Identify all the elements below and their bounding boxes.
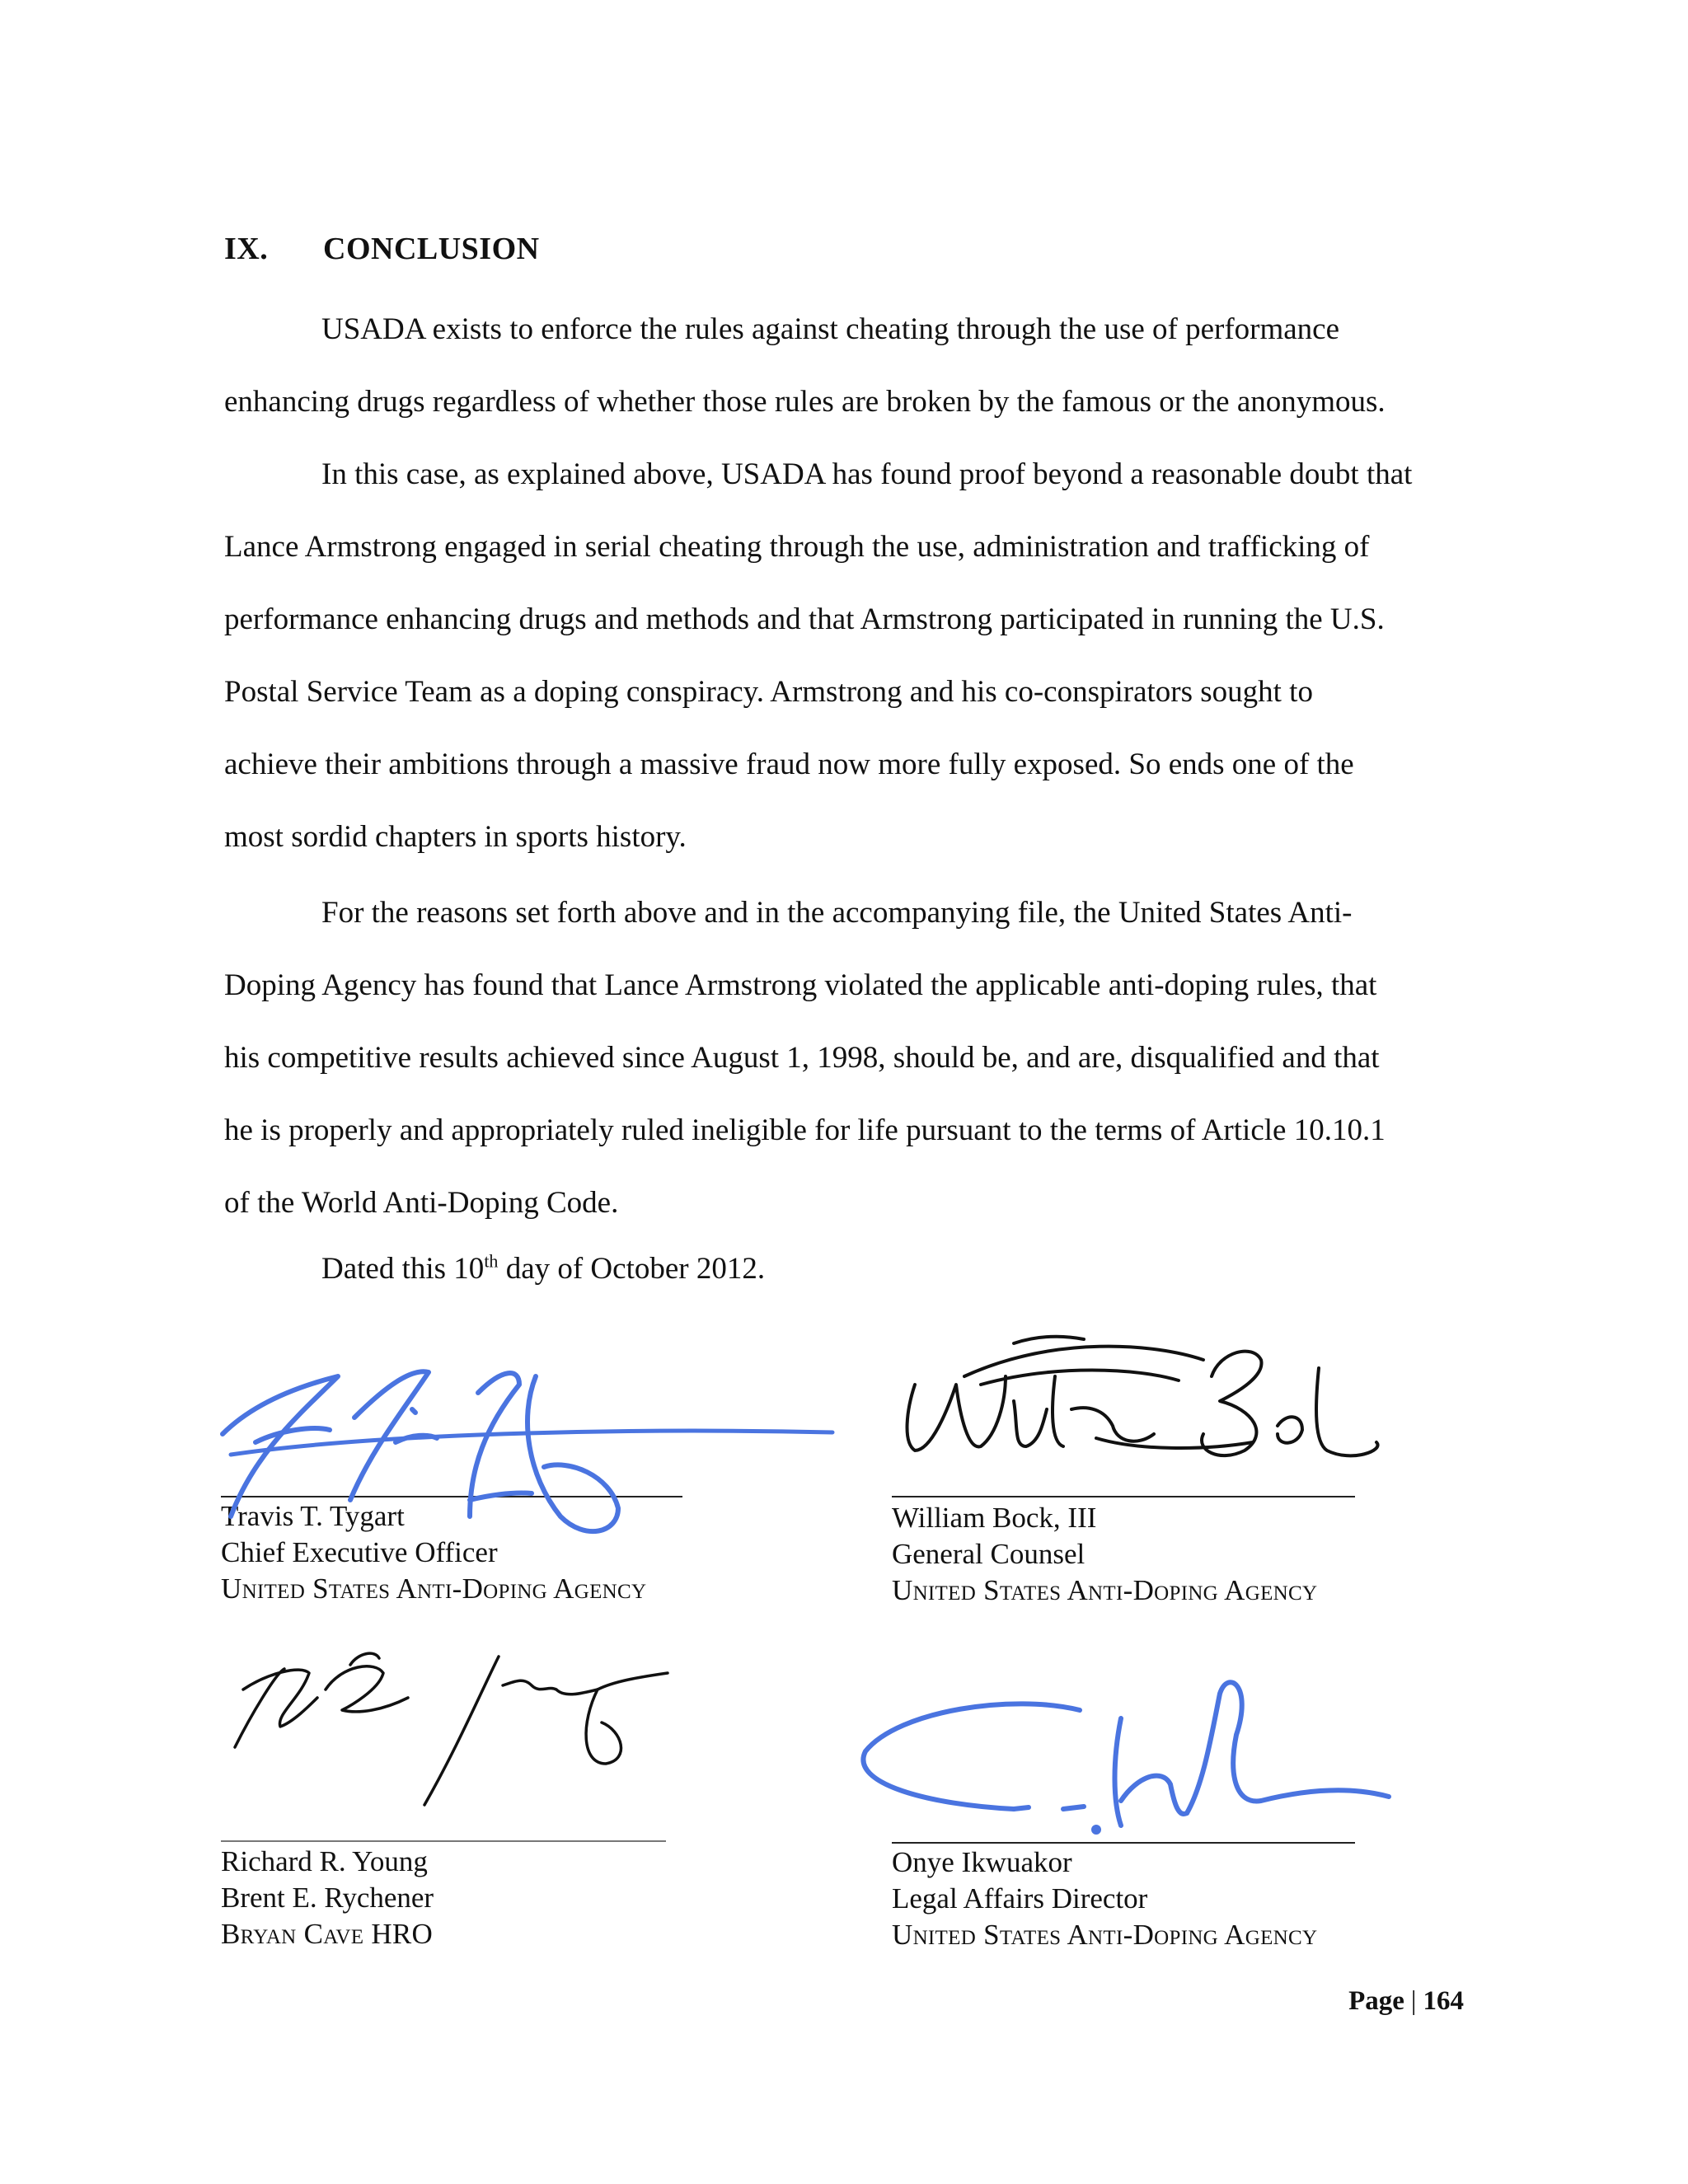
paragraph-line: he is properly and appropriately ruled ineligible for life pursuant to the terms of Article 10.10.1 xyxy=(224,1113,1386,1147)
section-title: CONCLUSION xyxy=(323,232,540,266)
paragraph-line: his competitive results achieved since August 1, 1998, should be, and are, disqualified and that xyxy=(224,1041,1380,1075)
paragraph-line: For the reasons set forth above and in the accompanying file, the United States Anti- xyxy=(321,896,1353,930)
signer-organization: United States Anti-Doping Agency xyxy=(221,1572,647,1605)
section-number: IX. xyxy=(224,232,269,266)
signer-name: William Bock, III xyxy=(892,1502,1097,1534)
dated-line: Dated this 10th day of October 2012. xyxy=(321,1250,766,1286)
paragraph-2 xyxy=(224,438,1469,874)
signer-title: General Counsel xyxy=(892,1538,1085,1570)
signer-name: Travis T. Tygart xyxy=(221,1500,405,1532)
signer-name: Richard R. Young xyxy=(221,1845,428,1877)
signer-name: Onye Ikwuakor xyxy=(892,1846,1072,1878)
signer-organization: United States Anti-Doping Agency xyxy=(892,1919,1318,1951)
paragraph-line: enhancing drugs regardless of whether those rules are broken by the famous or the anonymous. xyxy=(224,385,1386,419)
signature-block-young xyxy=(221,1844,434,1952)
bock-signature-image xyxy=(890,1327,1385,1475)
young-signature-image xyxy=(218,1640,680,1805)
paragraph-line: most sordid chapters in sports history. xyxy=(224,820,687,854)
paragraph-line: Doping Agency has found that Lance Armstrong violated the applicable anti-doping rules, that xyxy=(224,968,1377,1002)
signature-block-bock xyxy=(892,1500,1317,1609)
tygart-signature-image xyxy=(206,1352,849,1566)
signer-title: Legal Affairs Director xyxy=(892,1882,1148,1915)
signature-line xyxy=(892,1496,1355,1497)
paragraph-line: Lance Armstrong engaged in serial cheating through the use, administration and trafficking of xyxy=(224,530,1370,564)
section-heading xyxy=(224,231,540,267)
signature-line xyxy=(892,1842,1355,1844)
paragraph-line: USADA exists to enforce the rules against cheating through the use of performance xyxy=(321,312,1340,346)
paragraph-line: of the World Anti-Doping Code. xyxy=(224,1186,619,1220)
signature-block-ikwuakor xyxy=(892,1844,1317,1953)
ikwuakor-signature-image xyxy=(849,1661,1409,1842)
signature-line xyxy=(221,1840,666,1842)
paragraph-3 xyxy=(224,877,1469,1240)
paragraph-line: In this case, as explained above, USADA has found proof beyond a reasonable doubt that xyxy=(321,457,1413,491)
signer-title: Chief Executive Officer xyxy=(221,1536,498,1568)
signer-organization: United States Anti-Doping Agency xyxy=(892,1574,1318,1606)
signer-title: Brent E. Rychener xyxy=(221,1882,434,1914)
paragraph-1 xyxy=(224,293,1469,438)
signer-organization: Bryan Cave HRO xyxy=(221,1918,434,1950)
paragraph-line: Postal Service Team as a doping conspiracy. Armstrong and his co-conspirators sought to xyxy=(224,675,1313,709)
paragraph-line: achieve their ambitions through a massive fraud now more fully exposed. So ends one of the xyxy=(224,748,1354,781)
paragraph-line: performance enhancing drugs and methods and that Armstrong participated in running the U.S. xyxy=(224,602,1385,636)
page-number: Page | 164 xyxy=(1348,1986,1464,2016)
